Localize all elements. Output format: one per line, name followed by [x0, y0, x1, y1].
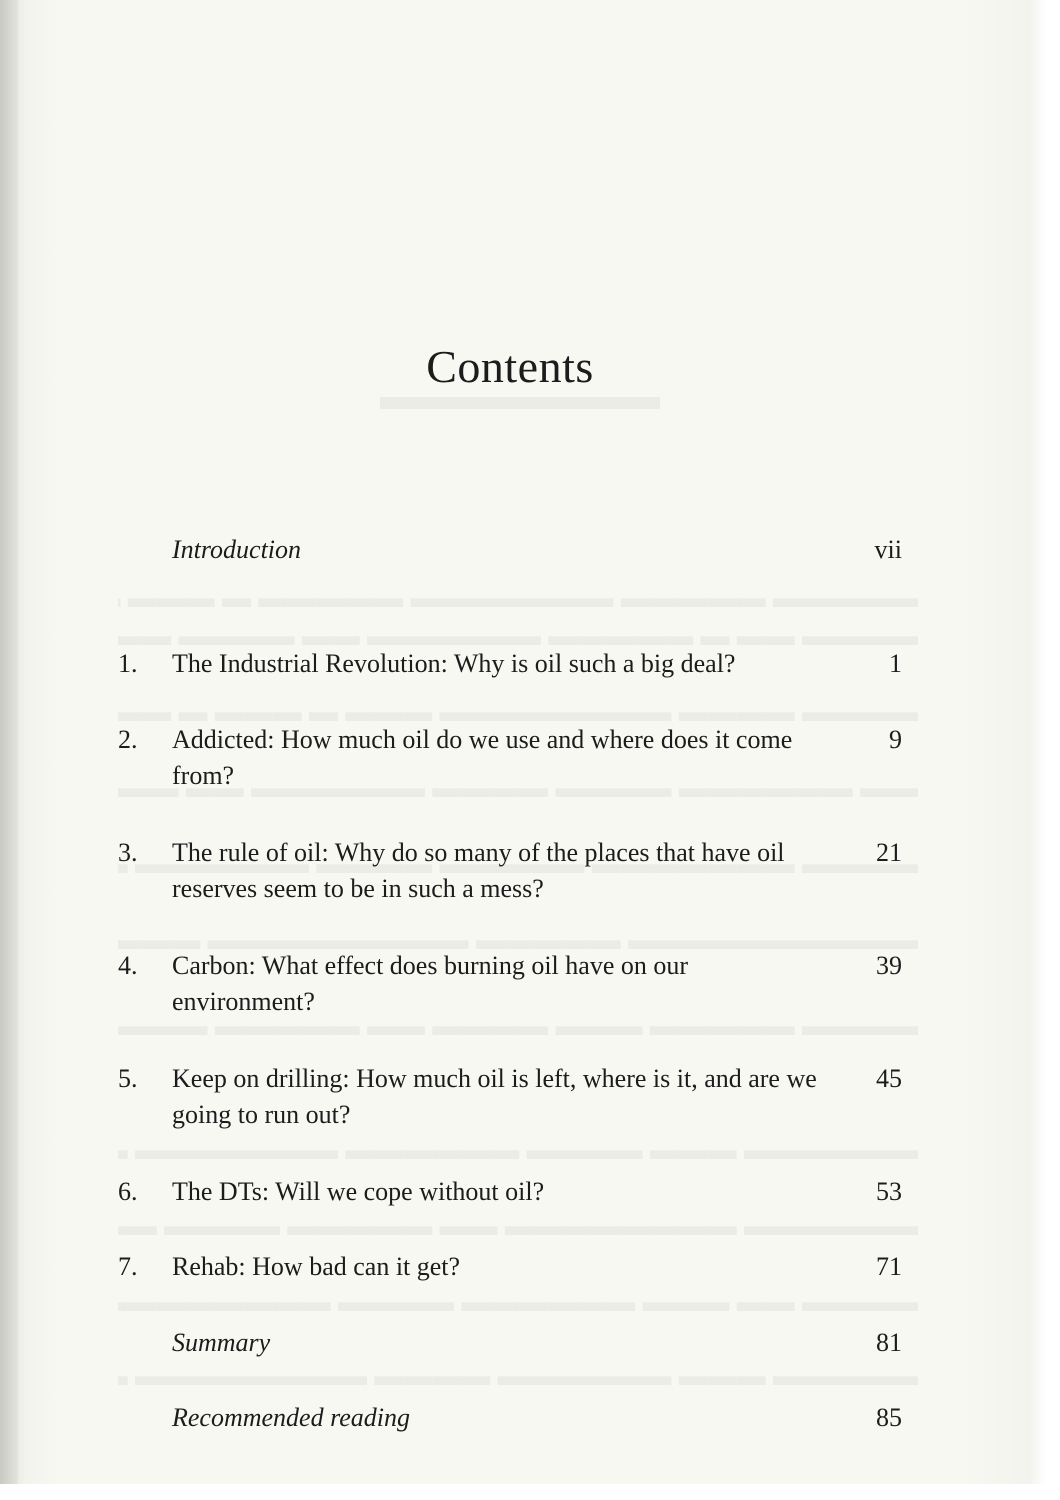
toc-entry-title: Summary	[172, 1328, 271, 1357]
toc-entry-number: 6.	[118, 1177, 138, 1206]
toc-entry-page: 21	[876, 838, 902, 867]
toc-entry-title: Recommended reading	[172, 1403, 411, 1432]
toc-entry-title: Introduction	[172, 535, 302, 564]
toc-entry-title: The rule of oil: Why do so many of the places that have oil reserves seem to be in such a mess?	[172, 838, 785, 903]
toc-entry-number: 3.	[118, 838, 138, 867]
toc-entry-page: 85	[876, 1403, 902, 1432]
toc-entry-page: 1	[889, 649, 902, 678]
toc-entry-number: 1.	[118, 649, 138, 678]
toc-entry-number: 4.	[118, 951, 138, 980]
show-through-line	[118, 1210, 918, 1243]
toc-entry-number: 5.	[118, 1064, 138, 1093]
scan-bottom-edge	[0, 1484, 1060, 1500]
show-through-line	[118, 1360, 918, 1393]
toc-entry-number: 7.	[118, 1252, 138, 1281]
toc-entry-title: The Industrial Revolution: Why is oil such a big deal?	[172, 649, 736, 678]
toc-entry-title: The DTs: Will we cope without oil?	[172, 1177, 545, 1206]
toc-entry-number: 2.	[118, 725, 138, 754]
toc-entry-title: Keep on drilling: How much oil is left, where is it, and are we going to run out?	[172, 1064, 817, 1129]
toc-entry-title: Carbon: What effect does burning oil have on our environment?	[172, 951, 689, 1016]
show-through-line	[118, 1286, 918, 1319]
toc-entry-page: 9	[889, 725, 902, 754]
toc-entry-page: vii	[874, 535, 902, 564]
toc-entry-page: 39	[876, 951, 902, 980]
toc-entry-title: Rehab: How bad can it get?	[172, 1252, 461, 1281]
show-through-line	[118, 582, 918, 615]
show-through-line	[118, 1134, 918, 1167]
page-title: Contents	[426, 341, 594, 392]
toc-entry-page: 45	[876, 1064, 902, 1093]
toc-entry-page: 71	[876, 1252, 902, 1281]
gutter-shadow	[0, 0, 18, 1484]
toc-entry-title: Addicted: How much oil do we use and where does it come from?	[172, 725, 793, 790]
toc-entry-page: 53	[876, 1177, 902, 1206]
toc-entry-page: 81	[876, 1328, 902, 1357]
